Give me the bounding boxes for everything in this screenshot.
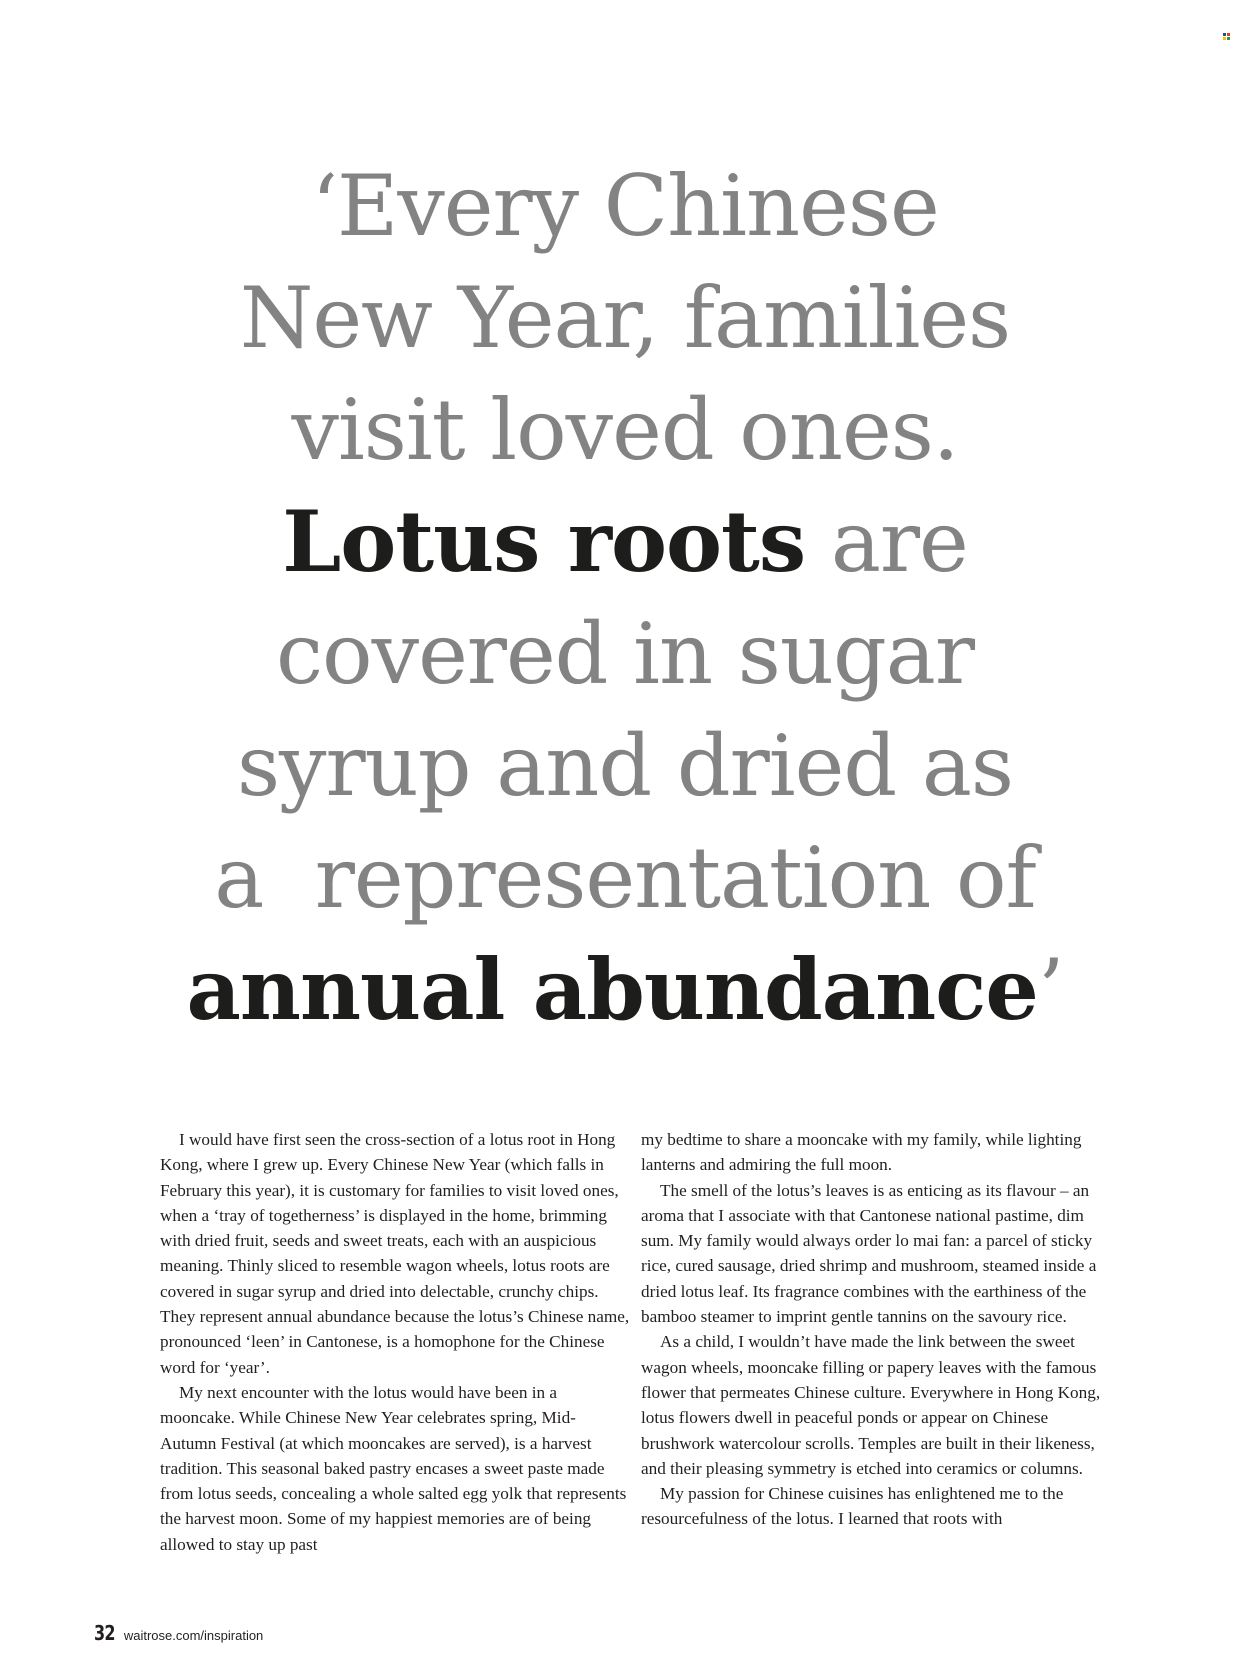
pull-quote-line-8: annual abundance’ [186, 940, 1064, 1039]
pull-quote-emphasis: Lotus roots [282, 492, 806, 591]
page-number: 32 [94, 1621, 115, 1645]
pull-quote-line-3: visit loved ones. [291, 381, 959, 479]
pull-quote-line-6: syrup and dried as [236, 717, 1014, 815]
pull-quote-line-4: Lotus roots are [282, 492, 968, 591]
footer-url[interactable]: waitrose.com/inspiration [123, 1628, 264, 1643]
registration-mark-icon [1223, 33, 1230, 40]
article-paragraph: My passion for Chinese cuisines has enlightened me to the resourcefulness of the lotus. I learned that roots with [641, 1484, 1064, 1529]
pull-quote-line-2: New Year, families [239, 269, 1011, 367]
article-column-left [160, 1127, 630, 1557]
page-footer [94, 1621, 263, 1645]
pull-quote-emphasis: annual abundance [186, 940, 1038, 1039]
article-paragraph: The smell of the lotus’s leaves is as enticing as its flavour – an aroma that I associate with that Cantonese national pastime, dim sum. My family would always order lo mai fan: a parcel of sticky rice, cured sausage, dried shrimp and mushroom, steamed inside a dried lotus leaf. Its fragrance combines with the earthiness of the bamboo steamer to imprint gentle tannins on the savoury rice. [641, 1180, 1097, 1327]
article-column-right [641, 1127, 1111, 1532]
pull-quote [100, 150, 1150, 1046]
article-paragraph: I would have first seen the cross-section of a lotus root in Hong Kong, where I grew up. Every Chinese New Year (which falls in February this year), it is customary for families to visit loved ones, when a ‘tray of togetherness’ is displayed in the home, brimming with dried fruit, seeds and sweet treats, each with an auspicious meaning. Thinly sliced to resemble wagon wheels, lotus roots are covered in sugar syrup and dried into delectable, crunchy chips. They represent annual abundance because the lotus’s Chinese name, pronounced ‘leen’ in Cantonese, is a homophone for the Chinese word for ‘year’. [160, 1130, 630, 1377]
article-paragraph: My next encounter with the lotus would have been in a mooncake. While Chinese New Year celebrates spring, Mid-Autumn Festival (at which mooncakes are served), is a harvest tradition. This seasonal baked pastry encases a sweet paste made from lotus seeds, concealing a whole salted egg yolk that represents the harvest moon. Some of my happiest memories are of being allowed to stay up past [160, 1382, 627, 1554]
pull-quote-line-7: a representation of [214, 829, 1036, 927]
pull-quote-line-5: covered in sugar [276, 605, 974, 703]
pull-quote-line-1: ‘Every Chinese [311, 157, 939, 255]
article-paragraph: my bedtime to share a mooncake with my family, while lighting lanterns and admiring the full moon. [641, 1130, 1082, 1175]
article-paragraph: As a child, I wouldn’t have made the link between the sweet wagon wheels, mooncake filling or papery leaves with the famous flower that permeates Chinese culture. Everywhere in Hong Kong, lotus flowers dwell in peaceful ponds or appear on Chinese brushwork watercolour scrolls. Temples are built in their likeness, and their pleasing symmetry is etched into ceramics or columns. [641, 1332, 1101, 1478]
